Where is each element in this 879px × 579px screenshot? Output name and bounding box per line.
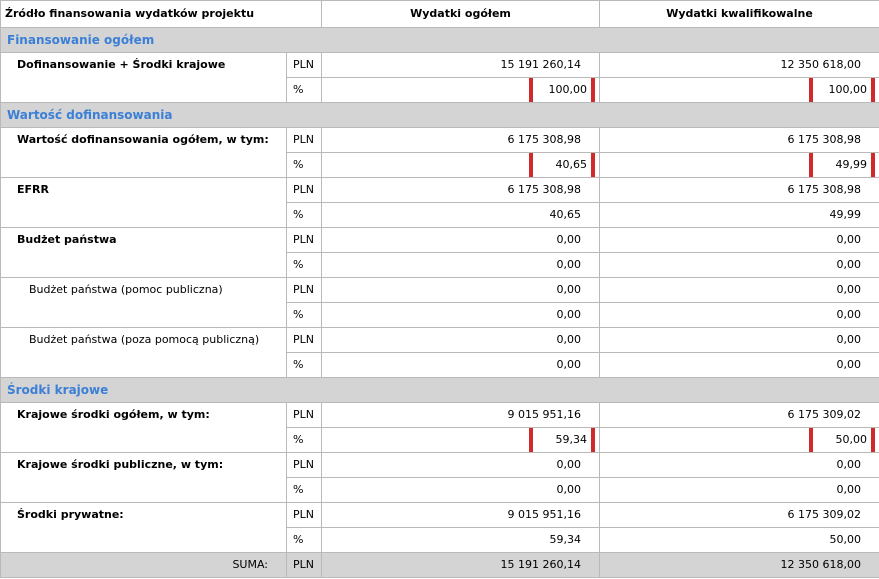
value-cell bbox=[322, 78, 600, 103]
value-cell: 0,00 bbox=[322, 303, 600, 328]
value-cell: 0,00 bbox=[322, 328, 600, 353]
unit-cell: % bbox=[287, 353, 322, 378]
row-label: Wartość dofinansowania ogółem, w tym: bbox=[1, 128, 287, 178]
value-cell: 0,00 bbox=[600, 278, 879, 303]
unit-cell: PLN bbox=[287, 553, 322, 578]
value-cell: 0,00 bbox=[600, 328, 879, 353]
unit-cell: PLN bbox=[287, 278, 322, 303]
section-cofinancing bbox=[1, 103, 879, 128]
value-cell: 6 175 308,98 bbox=[600, 128, 879, 153]
value-cell: 6 175 309,02 bbox=[600, 403, 879, 428]
header-row bbox=[1, 1, 879, 28]
value-cell bbox=[600, 153, 879, 178]
value-cell bbox=[322, 428, 600, 453]
value-cell: 50,00 bbox=[600, 528, 879, 553]
value-cell: 0,00 bbox=[322, 453, 600, 478]
value-cell: 0,00 bbox=[600, 228, 879, 253]
unit-cell: % bbox=[287, 203, 322, 228]
unit-cell: PLN bbox=[287, 178, 322, 203]
table-row bbox=[1, 53, 879, 78]
row-label: Dofinansowanie + Środki krajowe bbox=[1, 53, 287, 103]
value-cell: 0,00 bbox=[600, 353, 879, 378]
value-cell bbox=[600, 428, 879, 453]
header-total: Wydatki ogółem bbox=[322, 1, 600, 28]
table-row bbox=[1, 278, 879, 303]
value-cell: 12 350 618,00 bbox=[600, 53, 879, 78]
value-cell: 6 175 309,02 bbox=[600, 503, 879, 528]
table-row bbox=[1, 503, 879, 528]
value-cell: 0,00 bbox=[322, 278, 600, 303]
unit-cell: % bbox=[287, 153, 322, 178]
value-cell: 59,34 bbox=[322, 528, 600, 553]
sum-total: 15 191 260,14 bbox=[322, 553, 600, 578]
value-cell: 6 175 308,98 bbox=[322, 128, 600, 153]
unit-cell: % bbox=[287, 528, 322, 553]
highlight-box: 40,65 bbox=[529, 153, 595, 178]
row-label: EFRR bbox=[1, 178, 287, 228]
unit-cell: % bbox=[287, 428, 322, 453]
unit-cell: % bbox=[287, 253, 322, 278]
row-label: Środki prywatne: bbox=[1, 503, 287, 553]
table-row bbox=[1, 328, 879, 353]
row-label: Budżet państwa (pomoc publiczna) bbox=[1, 278, 287, 328]
unit-cell: % bbox=[287, 78, 322, 103]
value-cell: 49,99 bbox=[600, 203, 879, 228]
value-cell: 0,00 bbox=[600, 303, 879, 328]
value-cell: 0,00 bbox=[322, 478, 600, 503]
value-cell: 0,00 bbox=[322, 228, 600, 253]
unit-cell: PLN bbox=[287, 328, 322, 353]
highlight-box: 50,00 bbox=[809, 428, 875, 453]
sum-qualified: 12 350 618,00 bbox=[600, 553, 879, 578]
table-row bbox=[1, 178, 879, 203]
row-label: Budżet państwa bbox=[1, 228, 287, 278]
row-label: Budżet państwa (poza pomocą publiczną) bbox=[1, 328, 287, 378]
row-label: Krajowe środki publiczne, w tym: bbox=[1, 453, 287, 503]
section-title: Środki krajowe bbox=[1, 378, 879, 403]
highlight-box: 59,34 bbox=[529, 428, 595, 453]
unit-cell: PLN bbox=[287, 53, 322, 78]
unit-cell: PLN bbox=[287, 503, 322, 528]
highlight-box: 100,00 bbox=[529, 78, 595, 103]
value-cell bbox=[600, 78, 879, 103]
table-row bbox=[1, 228, 879, 253]
value-cell: 0,00 bbox=[600, 478, 879, 503]
highlight-box: 49,99 bbox=[809, 153, 875, 178]
value-cell: 0,00 bbox=[600, 253, 879, 278]
value-cell: 9 015 951,16 bbox=[322, 503, 600, 528]
table-row bbox=[1, 128, 879, 153]
value-cell: 40,65 bbox=[322, 203, 600, 228]
unit-cell: PLN bbox=[287, 228, 322, 253]
header-source: Źródło finansowania wydatków projektu bbox=[1, 1, 322, 28]
value-cell: 15 191 260,14 bbox=[322, 53, 600, 78]
sum-label: SUMA: bbox=[1, 553, 287, 578]
value-cell: 6 175 308,98 bbox=[322, 178, 600, 203]
value-cell: 9 015 951,16 bbox=[322, 403, 600, 428]
header-qualified: Wydatki kwalifikowalne bbox=[600, 1, 879, 28]
table-row bbox=[1, 453, 879, 478]
section-title: Finansowanie ogółem bbox=[1, 28, 879, 53]
unit-cell: PLN bbox=[287, 128, 322, 153]
sum-row bbox=[1, 553, 879, 578]
value-cell: 0,00 bbox=[600, 453, 879, 478]
value-cell: 0,00 bbox=[322, 353, 600, 378]
section-national bbox=[1, 378, 879, 403]
highlight-box: 100,00 bbox=[809, 78, 875, 103]
unit-cell: PLN bbox=[287, 403, 322, 428]
value-cell: 0,00 bbox=[322, 253, 600, 278]
unit-cell: PLN bbox=[287, 453, 322, 478]
table-row bbox=[1, 403, 879, 428]
unit-cell: % bbox=[287, 303, 322, 328]
section-financing bbox=[1, 28, 879, 53]
value-cell: 6 175 308,98 bbox=[600, 178, 879, 203]
value-cell bbox=[322, 153, 600, 178]
section-title: Wartość dofinansowania bbox=[1, 103, 879, 128]
row-label: Krajowe środki ogółem, w tym: bbox=[1, 403, 287, 453]
unit-cell: % bbox=[287, 478, 322, 503]
